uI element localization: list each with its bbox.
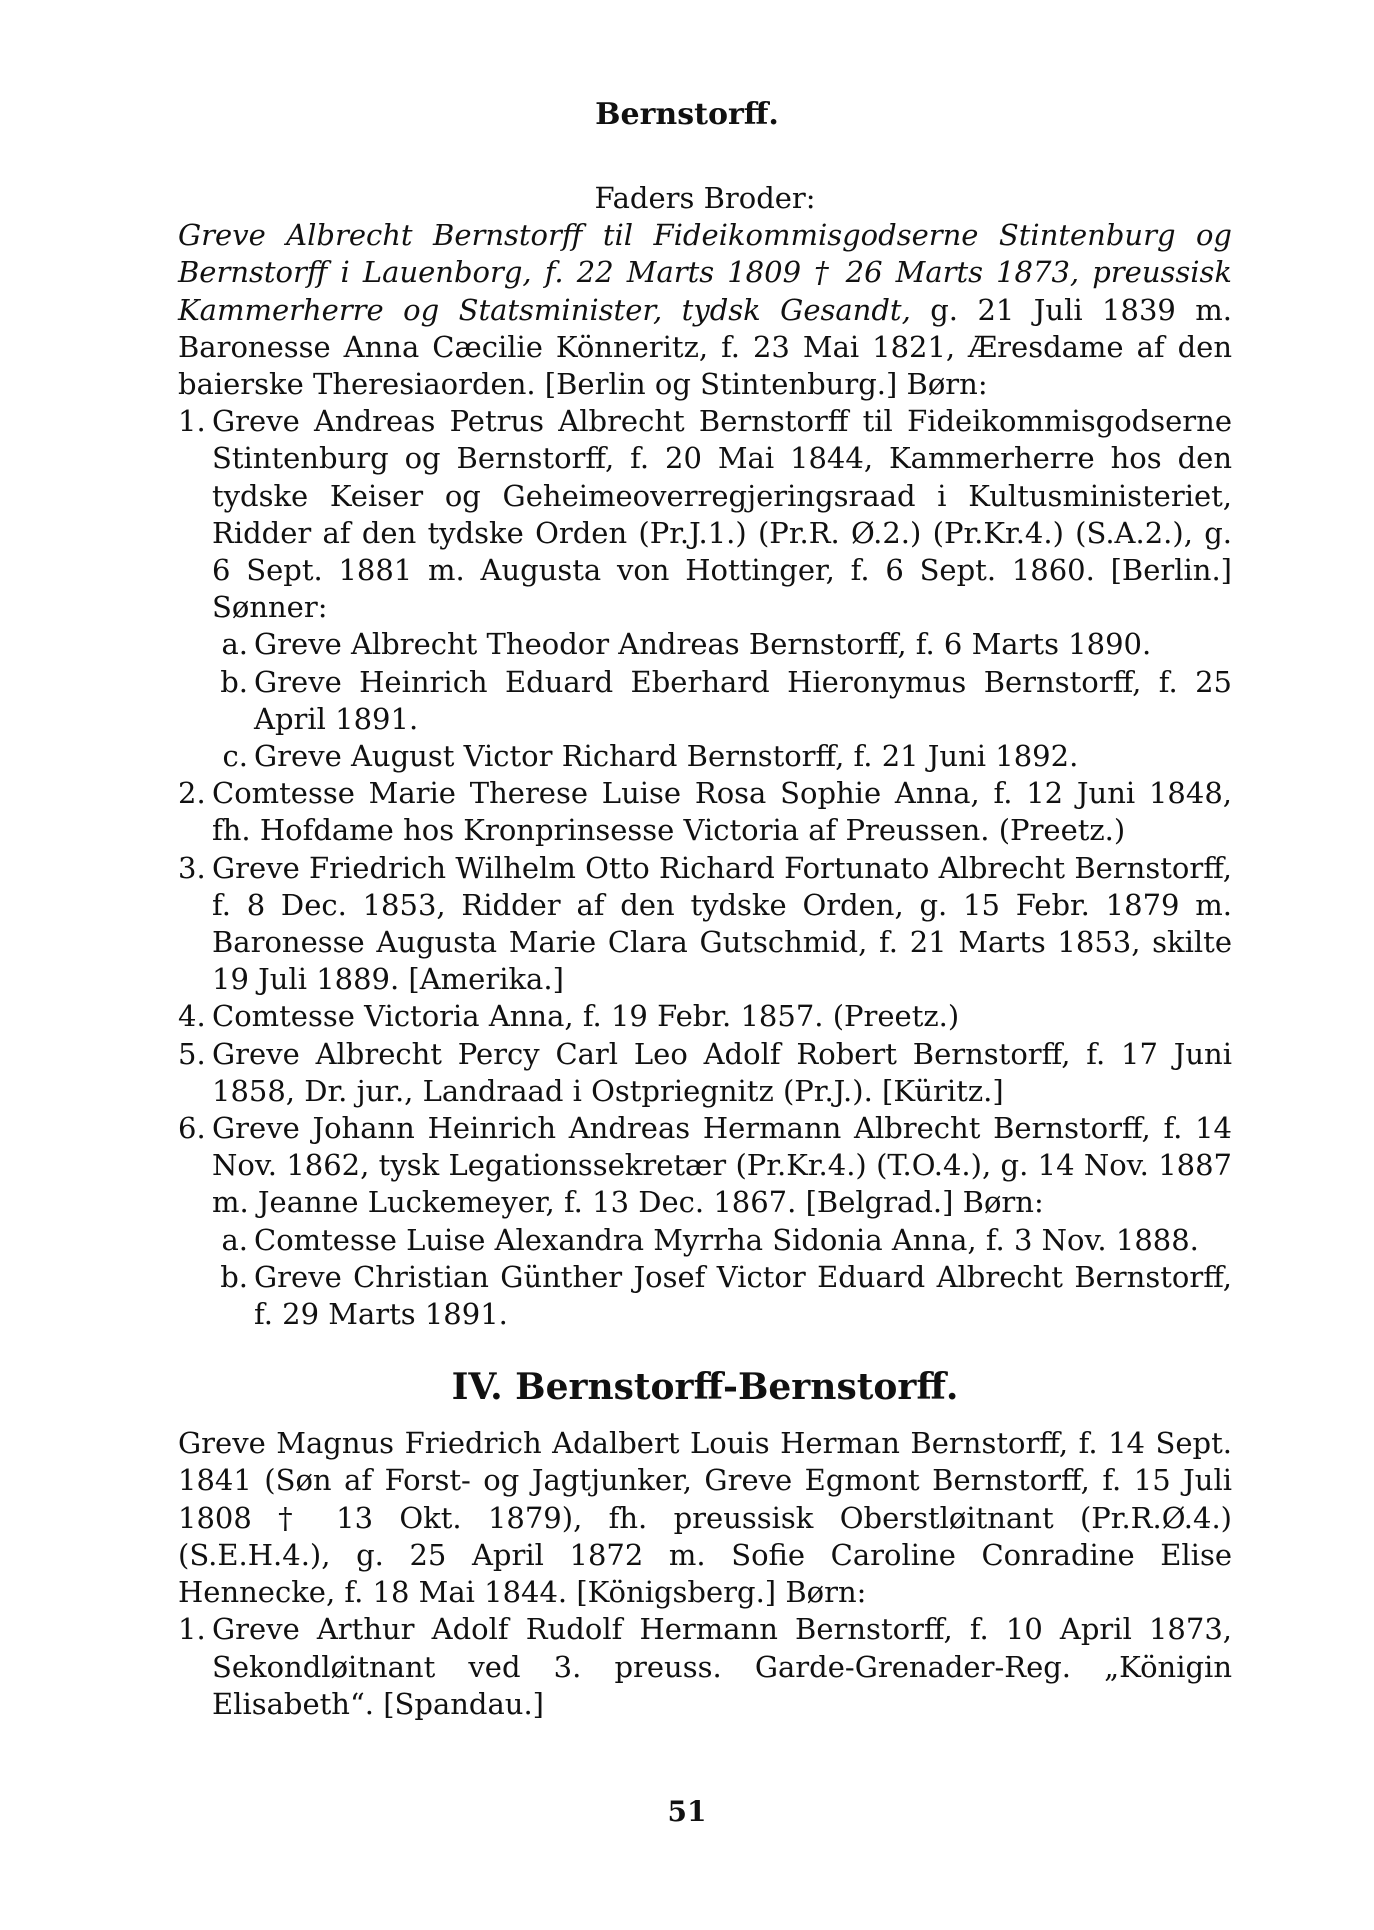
page-number: 51	[667, 1795, 707, 1828]
entry-text: Greve Albrecht Percy Carl Leo Adolf Robert Bernstorff, f. 17 Juni 1858, Dr. jur., Landraad i Ostpriegnitz (Pr.J.). [Küritz.]	[212, 1036, 1232, 1108]
entry-letter: a.	[221, 627, 248, 662]
entry-letter: b.	[220, 664, 248, 699]
entry-text: Comtesse Marie Therese Luise Rosa Sophie Anna, f. 12 Juni 1848, fh. Hofdame hos Kronprinsesse Victoria af Preussen. (Preetz.)	[212, 776, 1232, 848]
entry-letter: a.	[221, 1222, 248, 1257]
text-column	[178, 180, 1232, 1723]
intro-italic-text: Greve Albrecht Bernstorff til Fideikommisgodserne Stintenburg og Bernstorff i Lauenborg, f. 22 Marts 1809 † 26 Marts 1873, preussisk Kammerherre og Statsminister, tydsk Gesandt,	[178, 218, 1232, 327]
list-item	[178, 1611, 1232, 1723]
entry-text: Comtesse Luise Alexandra Myrrha Sidonia Anna, f. 3 Nov. 1888.	[254, 1222, 1199, 1257]
entry-number: 4.	[178, 999, 206, 1034]
entry-text: Greve Andreas Petrus Albrecht Bernstorff til Fideikommisgodserne Stintenburg og Bernstorff, f. 20 Mai 1844, Kammerherre hos den tydske Keiser og Geheimeoverregjeringsraad i Kultusministeriet, Ridder af den tydske Orden (Pr.J.1.) (Pr.R. Ø.2.) (Pr.Kr.4.) (S.A.2.), g. 6 Sept. 1881 m. Augusta von Hottinger, f. 6 Sept. 1860. [Berlin.] Sønner:	[212, 404, 1232, 625]
list-item	[178, 403, 1232, 626]
entry-number: 1.	[178, 404, 206, 439]
entry-text: Comtesse Victoria Anna, f. 19 Febr. 1857. (Preetz.)	[212, 999, 960, 1034]
sub-list-item	[178, 1222, 1232, 1259]
entry-text: Greve Heinrich Eduard Eberhard Hieronymus Bernstorff, f. 25 April 1891.	[254, 664, 1232, 736]
list-item	[178, 1036, 1232, 1110]
entry-number: 3.	[178, 850, 206, 885]
entry-text: Greve Albrecht Theodor Andreas Bernstorff, f. 6 Marts 1890.	[254, 627, 1152, 662]
intro-plain-text: g. 21 Juli 1839 m. Baronesse Anna Cæcilie Könneritz, f. 23 Mai 1821, Æresdame af den baierske Theresiaorden. [Berlin og Stintenburg.] Børn:	[178, 292, 1233, 401]
entry-number: 2.	[178, 776, 206, 811]
entry-text: Greve Johann Heinrich Andreas Hermann Albrecht Bernstorff, f. 14 Nov. 1862, tysk Legationssekretær (Pr.Kr.4.) (T.O.4.), g. 14 Nov. 1887 m. Jeanne Luckemeyer, f. 13 Dec. 1867. [Belgrad.] Børn:	[212, 1111, 1232, 1220]
entry-letter: b.	[220, 1259, 248, 1294]
entry-number: 1.	[178, 1612, 206, 1647]
entry-letter: c.	[222, 739, 248, 774]
sub-list-item	[178, 626, 1232, 663]
section-intro-paragraph: Greve Magnus Friedrich Adalbert Louis Herman Bernstorff, f. 14 Sept. 1841 (Søn af Forst- og Jagtjunker, Greve Egmont Bernstorff, f. 15 Juli 1808 † 13 Okt. 1879), fh. preussisk Oberstløitnant (Pr.R.Ø.4.) (S.E.H.4.), g. 25 April 1872 m. Sofie Caroline Conradine Elise Hennecke, f. 18 Mai 1844. [Königsberg.] Børn:	[178, 1426, 1232, 1610]
list-item	[178, 775, 1232, 849]
entry-text: Greve August Victor Richard Bernstorff, f. 21 Juni 1892.	[254, 739, 1079, 774]
entry-number: 6.	[178, 1111, 206, 1146]
entry-text: Greve Christian Günther Josef Victor Eduard Albrecht Bernstorff, f. 29 Marts 1891.	[254, 1259, 1232, 1332]
section-heading: IV. Bernstorff-Bernstorff.	[451, 1366, 959, 1409]
list-item	[178, 1110, 1232, 1222]
section-lead: Faders Broder:	[594, 181, 816, 215]
sub-list-item	[178, 664, 1232, 738]
list-item	[178, 998, 1232, 1035]
sub-list-item	[178, 738, 1232, 775]
sub-list-item	[178, 1259, 1232, 1333]
running-header: Bernstorff.	[595, 97, 779, 132]
intro-paragraph	[178, 217, 1232, 403]
list-item	[178, 850, 1232, 999]
entry-text: Greve Arthur Adolf Rudolf Hermann Bernstorff, f. 10 April 1873, Sekondløitnant ved 3. preuss. Garde-Grenader-Reg. „Königin Elisabeth“. [Spandau.]	[212, 1612, 1232, 1721]
entry-text: Greve Friedrich Wilhelm Otto Richard Fortunato Albrecht Bernstorff, f. 8 Dec. 1853, Ridder af den tydske Orden, g. 15 Febr. 1879 m. Baronesse Augusta Marie Clara Gutschmid, f. 21 Marts 1853, skilte 19 Juli 1889. [Amerika.]	[212, 850, 1232, 997]
entry-number: 5.	[178, 1036, 206, 1071]
